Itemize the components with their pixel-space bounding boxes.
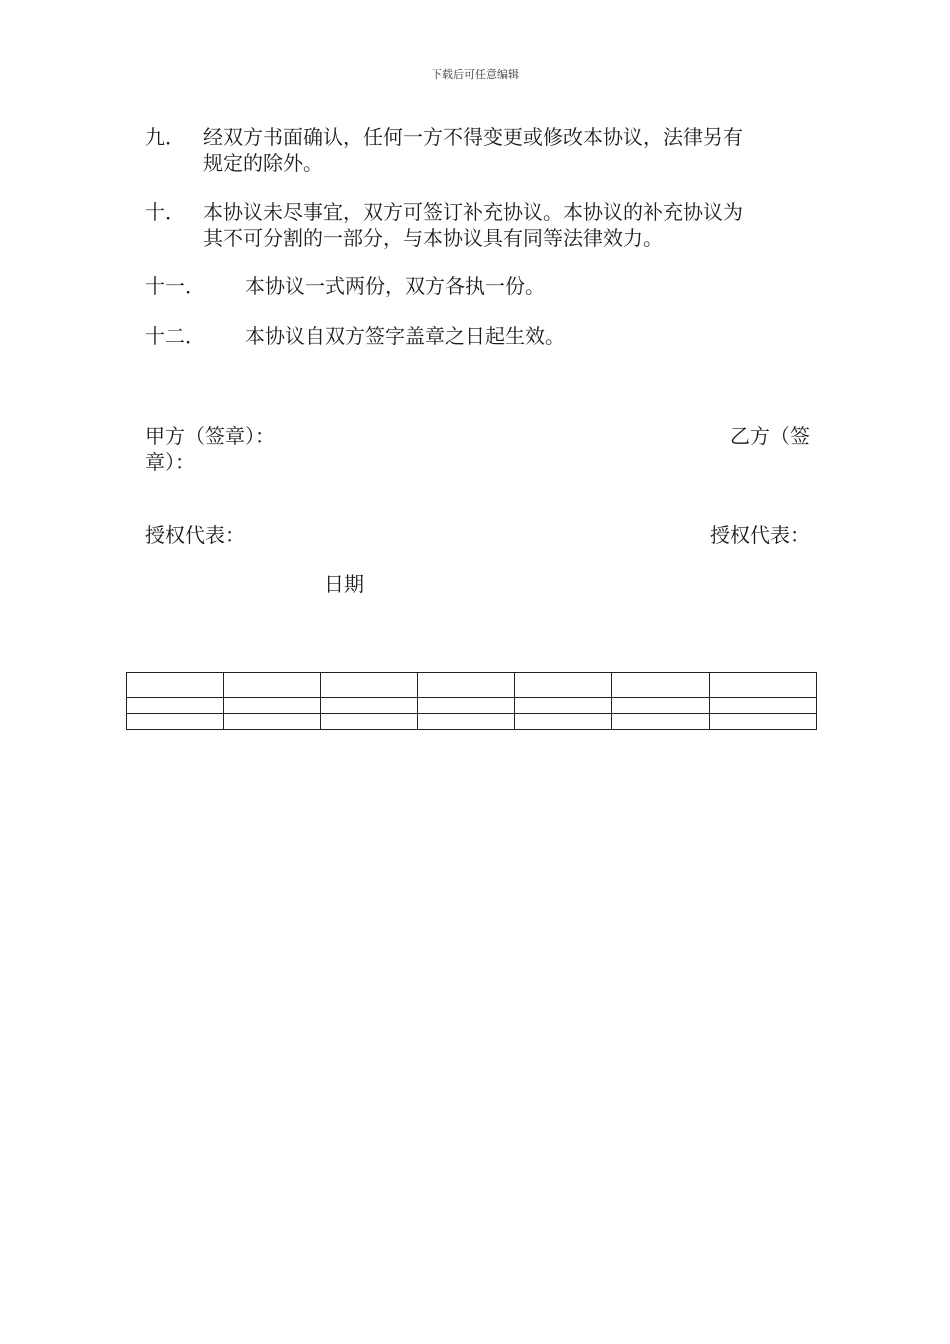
table-cell — [612, 698, 710, 714]
clause-line: 本协议一式两份，双方各执一份。 — [245, 274, 545, 298]
table-cell — [127, 714, 224, 730]
authorized-representatives — [145, 522, 810, 548]
party-b-label-continued: 章）： — [145, 450, 195, 474]
table-cell — [612, 714, 710, 730]
header-note: 下载后可任意编辑 — [431, 68, 519, 81]
party-b-label: 乙方（签 — [730, 424, 810, 448]
table-cell — [224, 698, 321, 714]
table-cell — [515, 673, 612, 698]
table-cell — [321, 673, 418, 698]
table-row — [127, 698, 817, 714]
clause-12 — [145, 323, 810, 349]
clause-11 — [145, 273, 810, 299]
clause-number: 十． — [145, 200, 185, 224]
table-cell — [710, 673, 817, 698]
clause-line: 本协议未尽事宜，双方可签订补充协议。本协议的补充协议为 — [203, 200, 743, 224]
clause-10 — [145, 199, 810, 251]
clause-line: 其不可分割的一部分，与本协议具有同等法律效力。 — [203, 226, 663, 250]
table-cell — [710, 714, 817, 730]
clause-9 — [145, 124, 810, 176]
table-cell — [515, 714, 612, 730]
rep-left-label: 授权代表： — [145, 523, 245, 547]
rep-right-label: 授权代表： — [710, 523, 810, 547]
table-cell — [418, 698, 515, 714]
clause-number: 十一． — [145, 274, 205, 298]
table-cell — [127, 673, 224, 698]
table-cell — [418, 714, 515, 730]
clause-line: 本协议自双方签字盖章之日起生效。 — [245, 324, 565, 348]
clause-number: 十二． — [145, 324, 205, 348]
table-cell — [321, 714, 418, 730]
table-cell — [612, 673, 710, 698]
table-row — [127, 714, 817, 730]
table-cell — [224, 714, 321, 730]
table-row — [127, 673, 817, 698]
table-cell — [515, 698, 612, 714]
party-a-label: 甲方（签章）： — [145, 424, 275, 448]
date-label: 日期 — [324, 572, 364, 596]
table-cell — [321, 698, 418, 714]
table-cell — [418, 673, 515, 698]
table-cell — [710, 698, 817, 714]
clause-line: 规定的除外。 — [203, 151, 323, 175]
table-cell — [127, 698, 224, 714]
clause-line: 经双方书面确认，任何一方不得变更或修改本协议，法律另有 — [203, 125, 743, 149]
signature-parties — [145, 423, 810, 475]
clause-number: 九． — [145, 125, 185, 149]
footer-table — [126, 672, 817, 730]
table-cell — [224, 673, 321, 698]
